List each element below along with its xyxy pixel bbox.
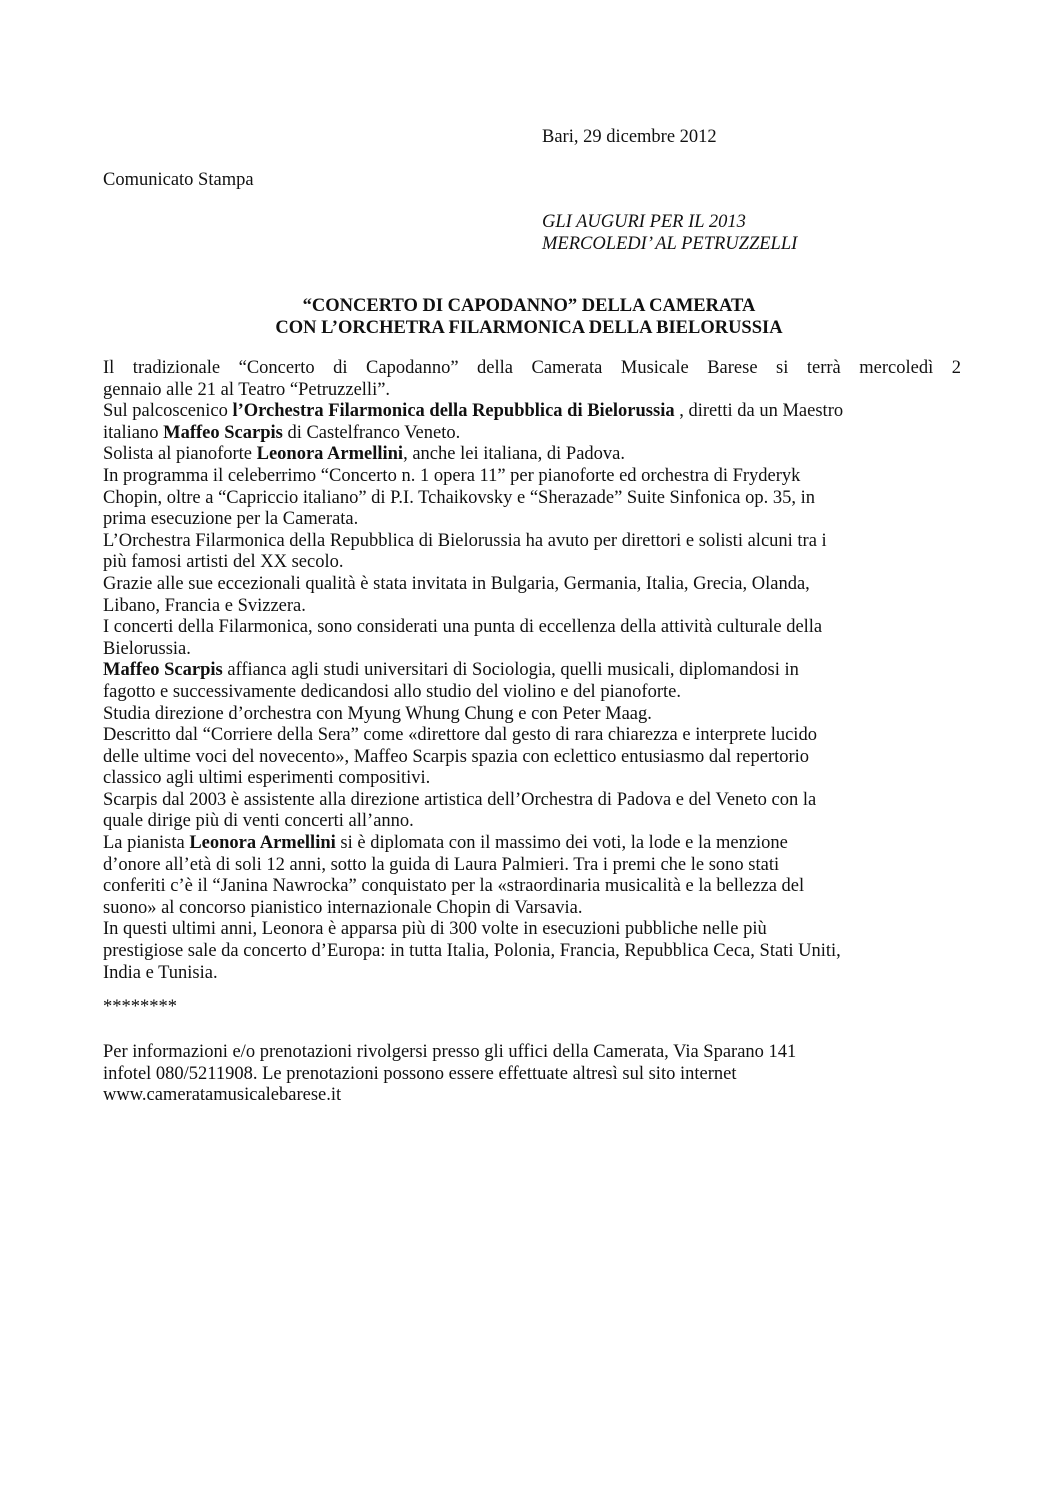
text-span: italiano — [103, 422, 164, 443]
text-span: , anche lei italiana, di Padova. — [403, 444, 625, 465]
text-span: La pianista — [103, 833, 190, 854]
body-line: prestigiose sale da concerto d’Europa: in tutta Italia, Polonia, Francia, Repubblica Ceca, Stati Uniti, — [103, 941, 841, 962]
subheadline — [542, 212, 797, 255]
soloist-name: Leonora Armellini — [256, 444, 404, 465]
contact-footer — [103, 1042, 961, 1107]
body-line: classico agli ultimi esperimenti compositivi. — [103, 768, 431, 789]
body-line: In programma il celeberrimo “Concerto n. 1 opera 11” per pianoforte ed orchestra di Fryderyk — [103, 465, 801, 486]
body-line: più famosi artisti del XX secolo. — [103, 552, 344, 573]
body-line — [103, 423, 961, 445]
body-line — [103, 660, 961, 682]
body-line: In questi ultimi anni, Leonora è apparsa più di 300 volte in esecuzioni pubbliche nelle più — [103, 919, 767, 940]
body-line: India e Tunisia. — [103, 962, 218, 983]
body-line: conferiti c’è il “Janina Nawrocka” conquistato per la «straordinaria musicalità e la bellezza del — [103, 876, 805, 897]
body-line — [103, 401, 961, 423]
footer-line: Per informazioni e/o prenotazioni rivolgersi presso gli uffici della Camerata, Via Sparano 141 — [103, 1042, 797, 1062]
body-text — [103, 358, 961, 984]
body-line: prima esecuzione per la Camerata. — [103, 509, 359, 530]
title-line: “CONCERTO DI CAPODANNO” DELLA CAMERATA — [302, 296, 756, 316]
body-line: delle ultime voci del novecento», Maffeo Scarpis spazia con eclettico entusiasmo dal repertorio — [103, 746, 810, 767]
text-span: Sul palcoscenico — [103, 401, 233, 422]
press-release-label: Comunicato Stampa — [103, 170, 254, 190]
body-line: I concerti della Filarmonica, sono considerati una punta di eccellenza della attività culturale della — [103, 617, 823, 638]
date-line: Bari, 29 dicembre 2012 — [542, 127, 717, 147]
body-line — [103, 833, 961, 855]
text-span: di Castelfranco Veneto. — [282, 422, 461, 443]
conductor-name: Maffeo Scarpis — [163, 422, 283, 443]
body-line: Descritto dal “Corriere della Sera” come «direttore dal gesto di rara chiarezza e interprete lucido — [103, 725, 817, 746]
body-line: L’Orchestra Filarmonica della Repubblica di Bielorussia ha avuto per direttori e solisti alcuni tra i — [103, 530, 827, 551]
body-line: quale dirige più di venti concerti all’anno. — [103, 811, 414, 832]
separator: ******** — [103, 997, 177, 1017]
website-link: www.cameratamusicalebarese.it — [103, 1085, 342, 1106]
body-line: gennaio alle 21 al Teatro “Petruzzelli”. — [103, 379, 391, 400]
title-line: CON L’ORCHETRA FILARMONICA DELLA BIELORUSSIA — [275, 317, 783, 338]
body-line: Libano, Francia e Svizzera. — [103, 595, 306, 616]
document-title — [103, 296, 955, 339]
body-line: suono» al concorso pianistico internazionale Chopin di Varsavia. — [103, 897, 583, 918]
body-line: fagotto e successivamente dedicandosi allo studio del violino e del pianoforte. — [103, 681, 681, 702]
body-line: Grazie alle sue eccezionali qualità è stata invitata in Bulgaria, Germania, Italia, Grecia, Olanda, — [103, 573, 810, 594]
body-line: Bielorussia. — [103, 638, 191, 659]
text-span: Solista al pianoforte — [103, 444, 257, 465]
footer-line: infotel 080/5211908. Le prenotazioni possono essere effettuate altresì sul sito internet — [103, 1063, 737, 1084]
text-span: , diretti da un Maestro — [674, 401, 844, 422]
conductor-name: Maffeo Scarpis — [103, 660, 223, 681]
subheadline-line: MERCOLEDI’ AL PETRUZZELLI — [542, 233, 798, 254]
body-line: Il tradizionale “Concerto di Capodanno” della Camerata Musicale Barese si terrà mercoledì 2 — [103, 358, 961, 378]
text-span: affianca agli studi universitari di Sociologia, quelli musicali, diplomandosi in — [222, 660, 799, 681]
orchestra-name: l’Orchestra Filarmonica della Repubblica di Bielorussia — [232, 401, 675, 422]
body-line: d’onore all’età di soli 12 anni, sotto la guida di Laura Palmieri. Tra i premi che le sono stati — [103, 854, 780, 875]
body-line: Studia direzione d’orchestra con Myung Whung Chung e con Peter Maag. — [103, 703, 652, 724]
body-line: Scarpis dal 2003 è assistente alla direzione artistica dell’Orchestra di Padova e del Veneto con la — [103, 789, 817, 810]
body-line: Chopin, oltre a “Capriccio italiano” di P.I. Tchaikovsky e “Sherazade” Suite Sinfonica op. 35, in — [103, 487, 815, 508]
soloist-name: Leonora Armellini — [189, 833, 336, 854]
text-span: si è diplomata con il massimo dei voti, la lode e la menzione — [335, 833, 788, 854]
body-line — [103, 444, 961, 466]
subheadline-line: GLI AUGURI PER IL 2013 — [542, 212, 746, 232]
